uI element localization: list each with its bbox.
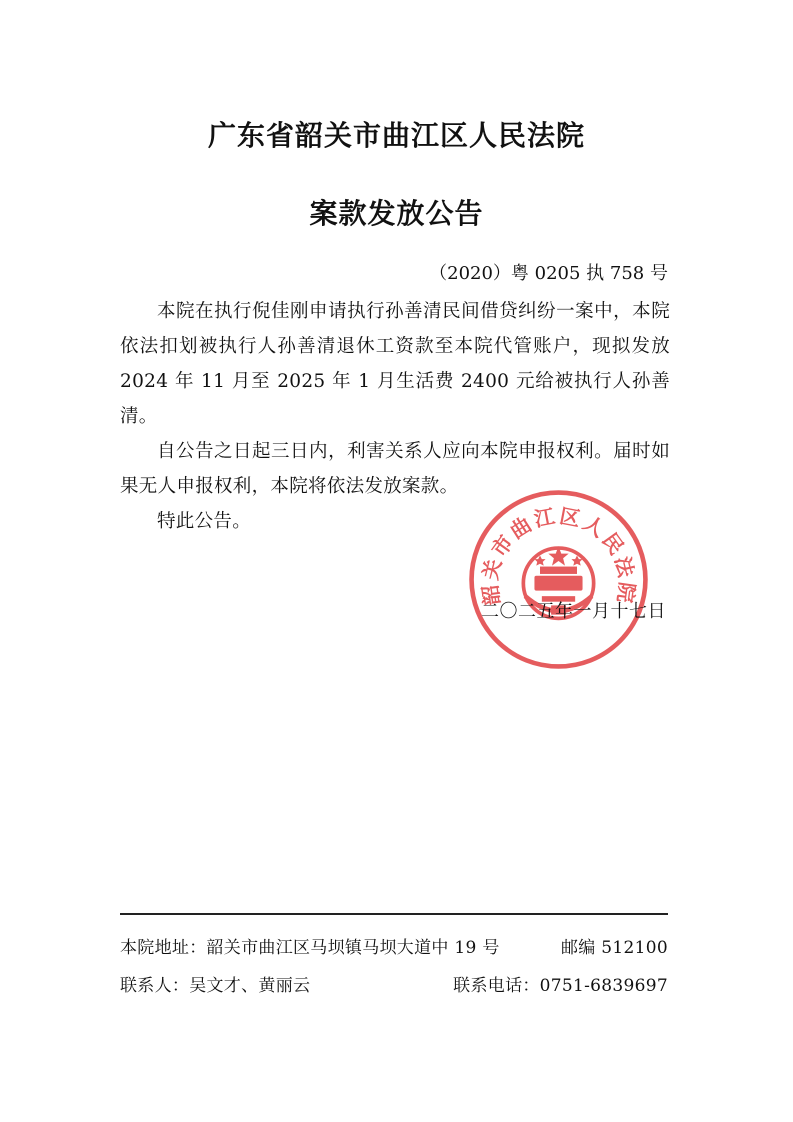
contact-phone: 联系电话：0751-6839697 (453, 976, 668, 996)
seal-text: 韶关市曲江区人民法院 (477, 503, 640, 607)
court-address: 本院地址：韶关市曲江区马坝镇马坝大道中 19 号 (120, 938, 500, 958)
body-paragraph: 本院在执行倪佳刚申请执行孙善清民间借贷纠纷一案中，本院依法扣划被执行人孙善清退休工资款至本院代管账户，现拟发放 2024 年 11 月至 2025 年 1 月生活费 2400 元给被执行人孙善清。 (120, 301, 670, 427)
court-seal-stamp (466, 487, 651, 672)
body-paragraph: 自公告之日起三日内，利害关系人应向本院申报权利。届时如果无人申报权利，本院将依法发放案款。 (120, 441, 670, 497)
footer-divider (120, 913, 668, 915)
footer-contact-row (120, 971, 668, 996)
notice-title: 案款发放公告 (309, 197, 484, 230)
signature-date: 二〇二五年一月十七日 (481, 601, 666, 622)
case-number: （2020）粤 0205 执 758 号 (429, 263, 668, 284)
postcode: 邮编 512100 (561, 938, 668, 958)
contact-persons: 联系人：吴文才、黄丽云 (120, 976, 311, 996)
court-name-heading: 广东省韶关市曲江区人民法院 (207, 119, 585, 152)
footer-address-row (120, 933, 668, 958)
body-paragraph: 特此公告。 (157, 511, 252, 532)
